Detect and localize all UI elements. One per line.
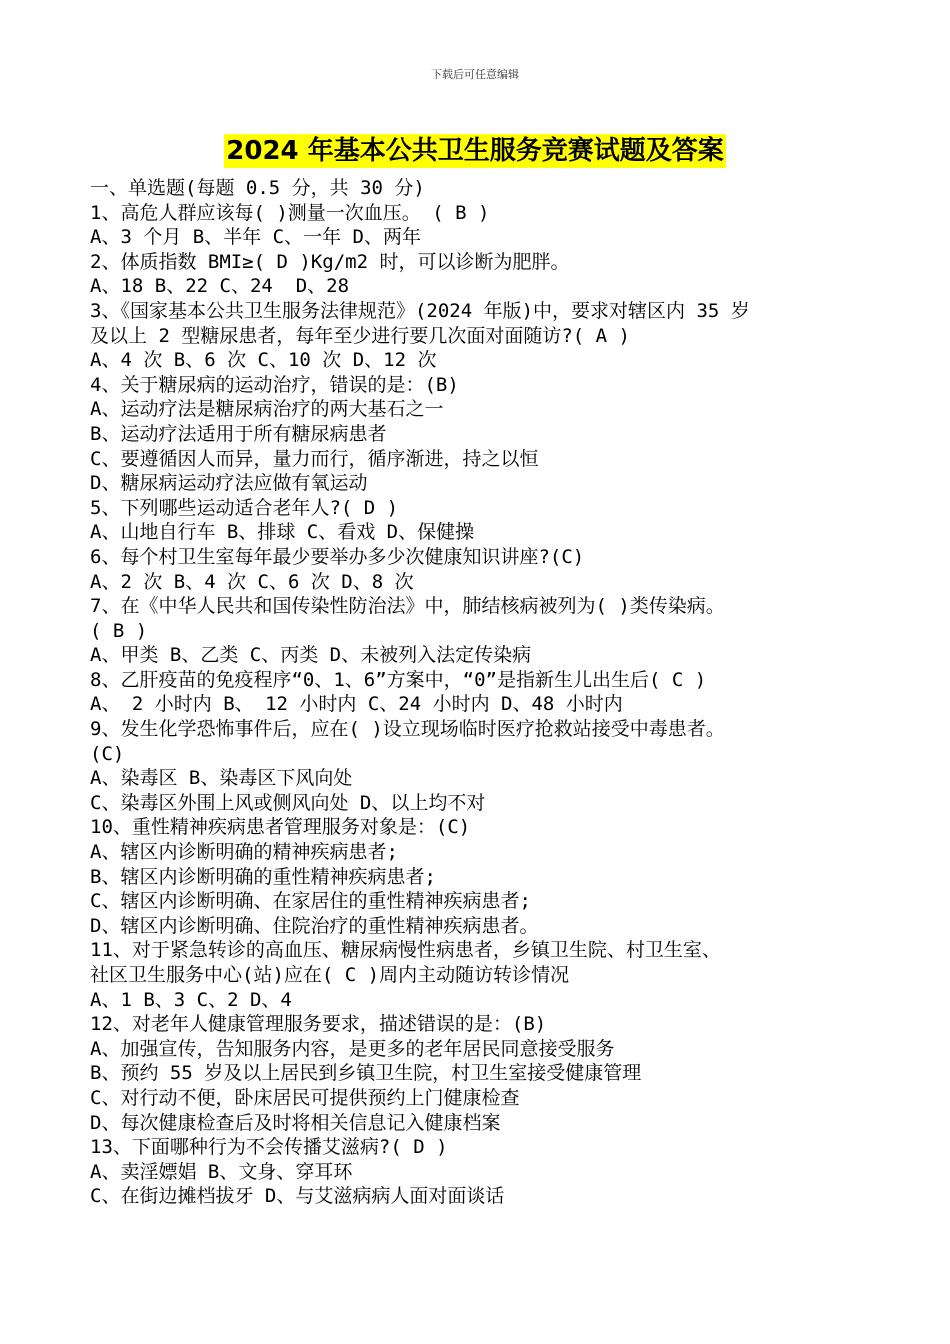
text-line: A、2 次 B、4 次 C、6 次 D、8 次 (90, 570, 414, 593)
text-line: B、辖区内诊断明确的重性精神疾病患者; (90, 865, 436, 888)
text-line: 9、发生化学恐怖事件后，应在( )设立现场临时医疗抢救站接受中毒患者。 (90, 718, 725, 741)
text-line: A、3 个月 B、半年 C、一年 D、两年 (90, 226, 421, 249)
text-line: A、 2 小时内 B、 12 小时内 C、24 小时内 D、48 小时内 (90, 693, 623, 716)
text-line: A、染毒区 B、染毒区下风向处 (90, 767, 353, 790)
text-line: A、山地自行车 B、排球 C、看戏 D、保健操 (90, 521, 475, 544)
title-container (0, 134, 950, 168)
text-line: 社区卫生服务中心(站)应在( C )周内主动随访转诊情况 (90, 964, 570, 986)
document-title: 2024 年基本公共卫生服务竞赛试题及答案 (226, 136, 724, 166)
text-line: (C) (90, 742, 125, 765)
text-line: 一、单选题(每题 0.5 分，共 30 分) (90, 177, 425, 199)
text-line: A、卖淫嫖娼 B、文身、穿耳环 (90, 1160, 353, 1183)
text-line: A、甲类 B、乙类 C、丙类 D、未被列入法定传染病 (90, 644, 532, 667)
text-line: B、运动疗法适用于所有糖尿病患者 (90, 422, 387, 445)
page-header-note: 下载后可任意编辑 (431, 68, 519, 81)
text-line: C、在街边摊档拔牙 D、与艾滋病病人面对面谈话 (90, 1185, 505, 1208)
text-line: C、对行动不便，卧床居民可提供预约上门健康检查 (90, 1086, 520, 1109)
text-line: C、要遵循因人而异，量力而行，循序渐进，持之以恒 (90, 447, 539, 470)
text-line: A、辖区内诊断明确的精神疾病患者; (90, 841, 398, 864)
text-line: C、染毒区外围上风或侧风向处 D、以上均不对 (90, 791, 486, 814)
text-line: A、加强宣传，告知服务内容，是更多的老年居民同意接受服务 (90, 1037, 615, 1060)
text-line: A、18 B、22 C、24 D、28 (90, 275, 350, 298)
text-line: 6、每个村卫生室每年最少要举办多少次健康知识讲座?(C) (90, 545, 585, 568)
text-line: 5、下列哪些运动适合老年人?( D ) (90, 496, 399, 519)
question-content (90, 176, 870, 1209)
text-line: ( B ) (90, 619, 148, 642)
text-line: 1、高危人群应该每( )测量一次血压。 ( B ) (90, 201, 490, 224)
text-line: D、每次健康检查后及时将相关信息记入健康档案 (90, 1111, 501, 1134)
text-line: 2、体质指数 BMI≥( D )Kg/m2 时，可以诊断为肥胖。 (90, 250, 570, 273)
text-line: A、1 B、3 C、2 D、4 (90, 988, 292, 1011)
text-line: D、糖尿病运动疗法应做有氧运动 (90, 472, 368, 495)
text-line: 13、下面哪种行为不会传播艾滋病?( D ) (90, 1136, 448, 1159)
text-line: 3、《国家基本公共卫生服务法律规范》(2024 年版)中，要求对辖区内 35 岁 (90, 299, 750, 322)
text-line: B、预约 55 岁及以上居民到乡镇卫生院，村卫生室接受健康管理 (90, 1062, 642, 1085)
text-line: 8、乙肝疫苗的免疫程序“0、1、6”方案中，“0”是指新生儿出生后( C ) (90, 668, 707, 691)
text-line: 4、关于糖尿病的运动治疗，错误的是：(B) (90, 373, 459, 396)
text-line: 及以上 2 型糖尿患者，每年至少进行要几次面对面随访?( A ) (90, 324, 630, 347)
text-line: C、辖区内诊断明确、在家居住的重性精神疾病患者; (90, 890, 531, 913)
text-line: 10、重性精神疾病患者管理服务对象是：(C) (90, 816, 471, 839)
text-line: 7、在《中华人民共和国传染性防治法》中，肺结核病被列为( )类传染病。 (90, 595, 725, 618)
text-line: D、辖区内诊断明确、住院治疗的重性精神疾病患者。 (90, 914, 539, 937)
text-line: 11、对于紧急转诊的高血压、糖尿病慢性病患者，乡镇卫生院、村卫生室、 (90, 939, 721, 962)
text-line: A、4 次 B、6 次 C、10 次 D、12 次 (90, 349, 437, 372)
text-line: A、运动疗法是糖尿病治疗的两大基石之一 (90, 398, 444, 421)
text-line: 12、对老年人健康管理服务要求，描述错误的是：(B) (90, 1013, 547, 1036)
